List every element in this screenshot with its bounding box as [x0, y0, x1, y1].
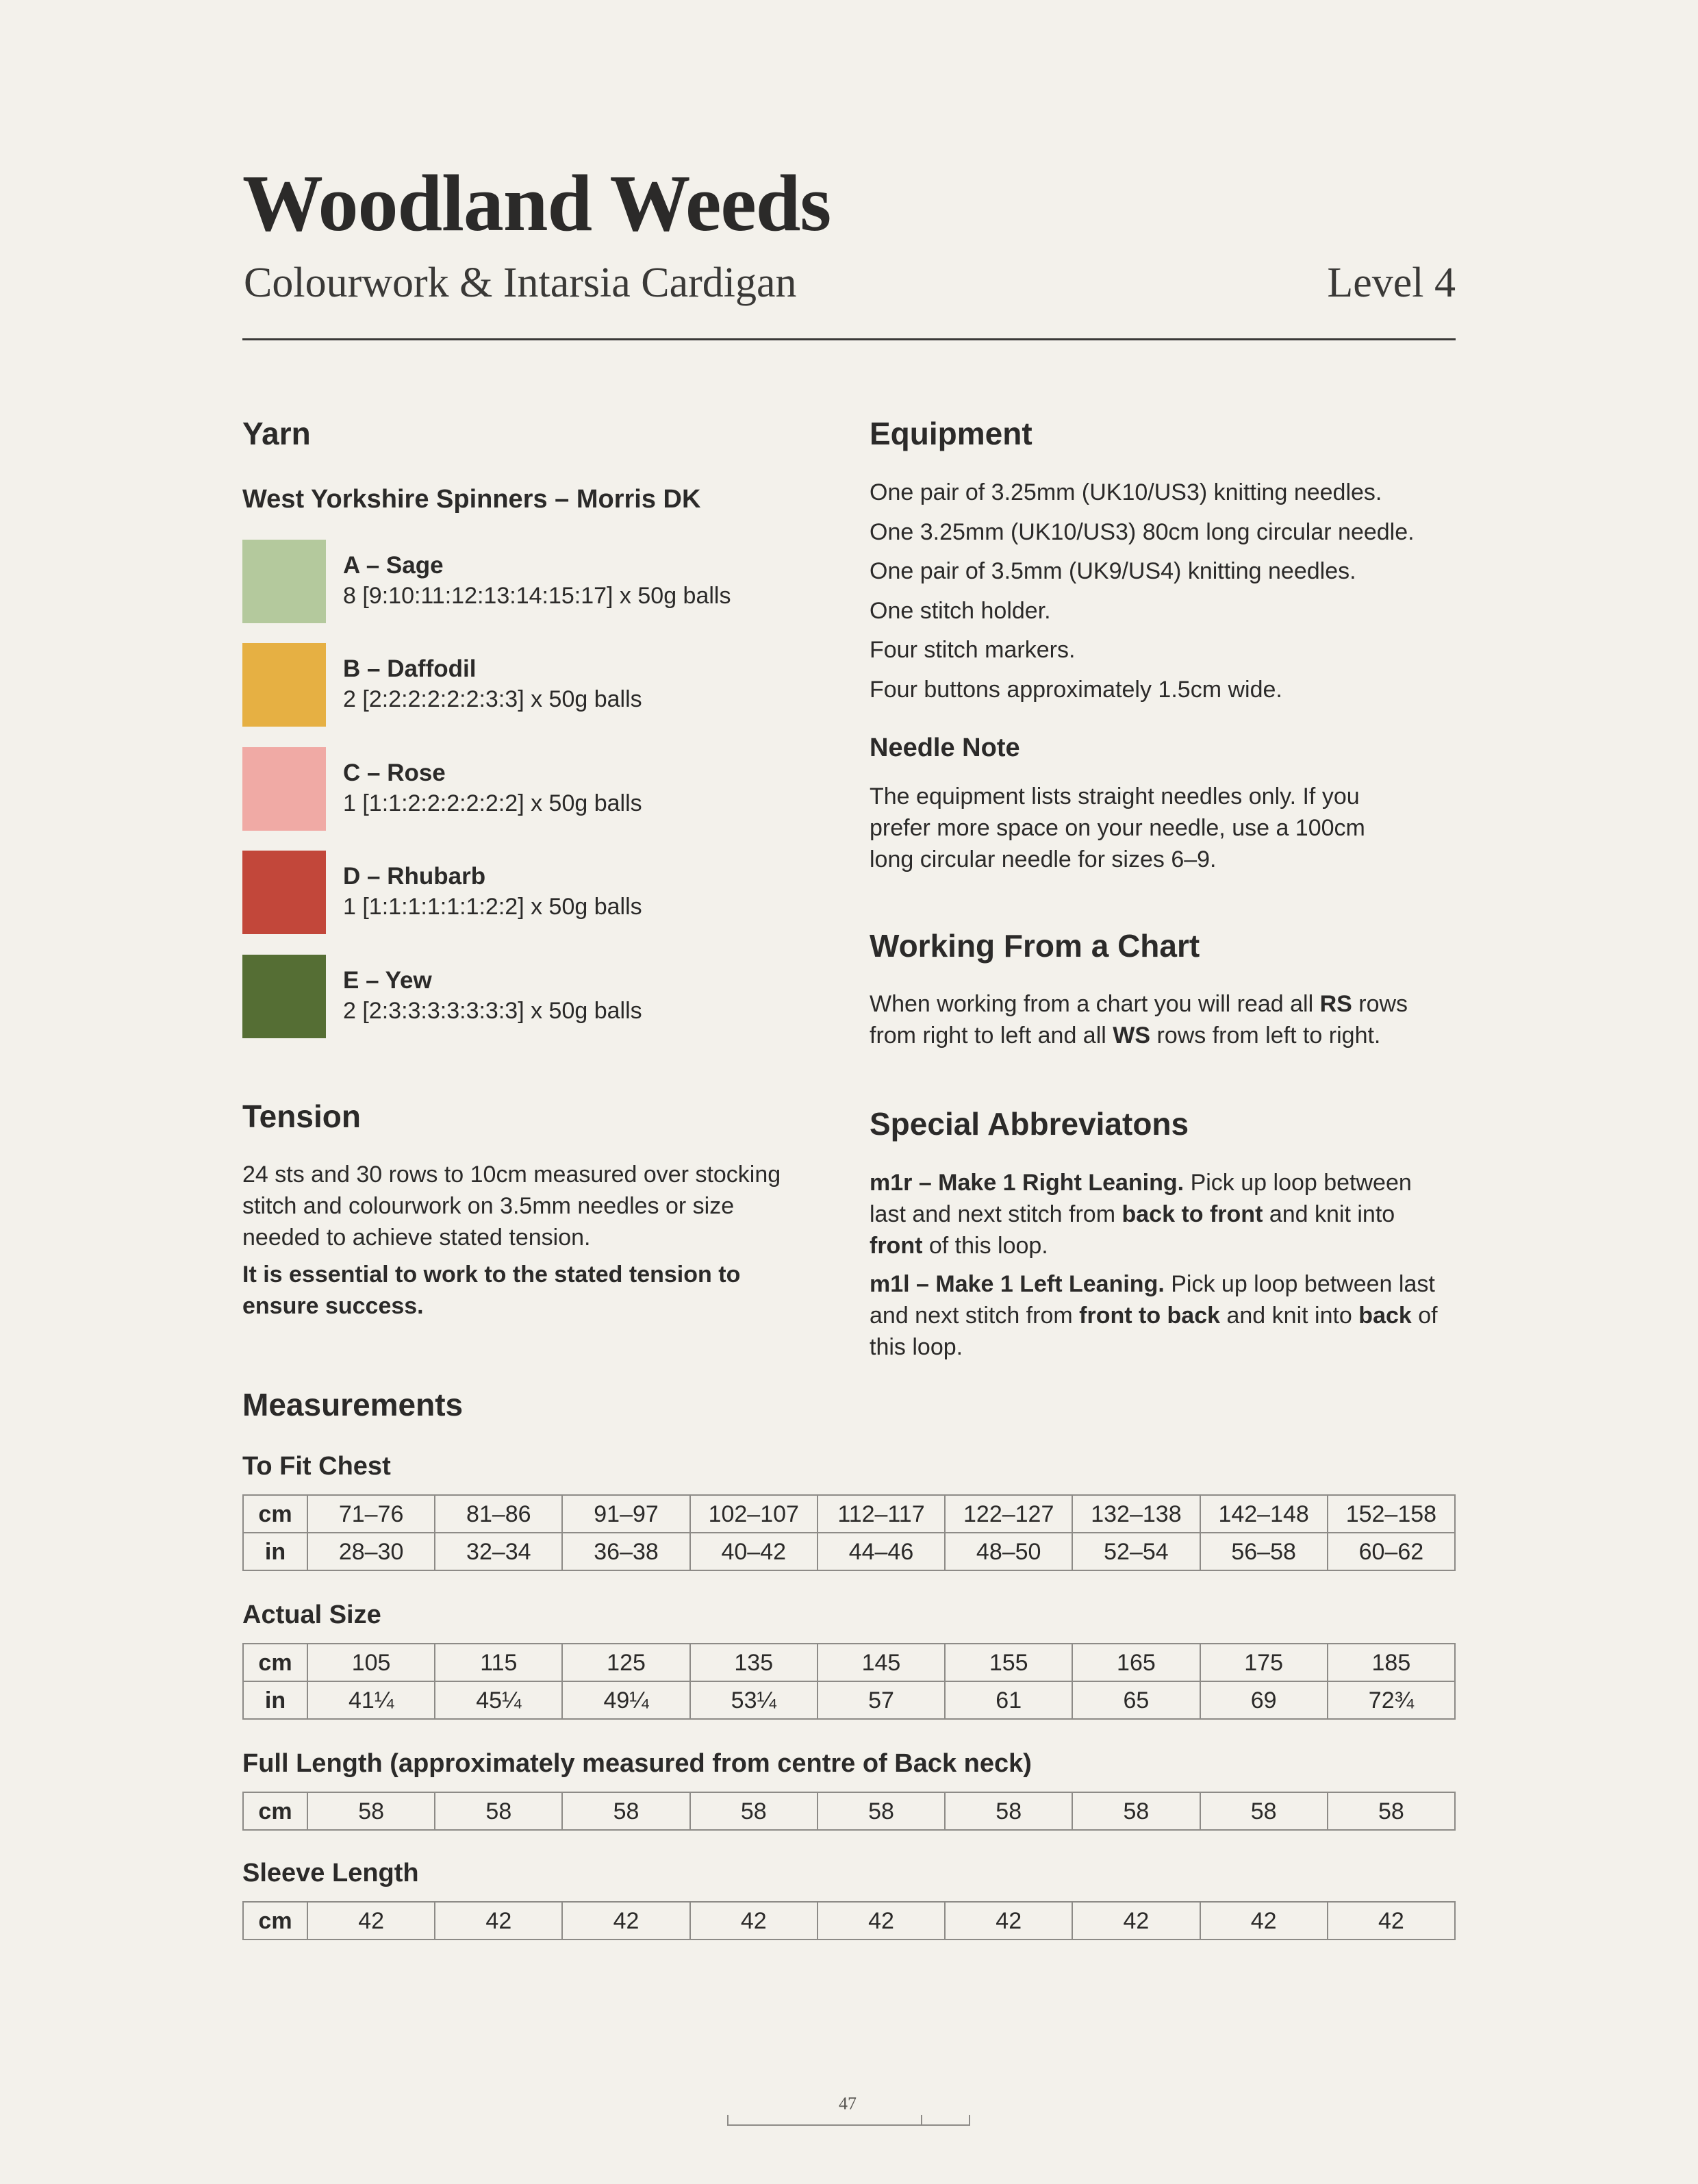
table-cell: 58 [1328, 1792, 1455, 1830]
table-cell: 53¼ [690, 1681, 818, 1719]
abbrev-m1l: m1l – Make 1 Left Leaning. Pick up loop between last and next stitch from front to back and knit into back of this loop. [870, 1271, 1438, 1360]
table-cell: 57 [818, 1681, 945, 1719]
unit-cell: cm [243, 1902, 307, 1940]
yarn-swatch-daffodil [242, 643, 326, 727]
full-length-heading: Full Length (approximately measured from centre of Back neck) [242, 1749, 1032, 1778]
equipment-item: One stitch holder. [870, 598, 1051, 624]
yarn-quantity: 1 [1:1:1:1:1:1:2:2] x 50g balls [343, 894, 642, 920]
table-cell: 122–127 [945, 1495, 1072, 1533]
table-cell: 102–107 [690, 1495, 818, 1533]
equipment-item: One pair of 3.5mm (UK9/US4) knitting needles. [870, 558, 1356, 584]
table-cell: 32–34 [435, 1533, 562, 1570]
table-cell: 91–97 [562, 1495, 689, 1533]
measurements-heading: Measurements [242, 1387, 464, 1422]
table-cell: 165 [1072, 1644, 1200, 1681]
table-cell: 48–50 [945, 1533, 1072, 1570]
table-cell: 42 [818, 1902, 945, 1940]
table-cell: 58 [690, 1792, 818, 1830]
table-cell: 42 [1072, 1902, 1200, 1940]
tension-text: 24 sts and 30 rows to 10cm measured over stocking stitch and colourwork on 3.5mm needles or size needed to achieve stated tension. [242, 1162, 781, 1251]
table-cell: 42 [435, 1902, 562, 1940]
table-cell: 42 [945, 1902, 1072, 1940]
table-cell: 42 [1200, 1902, 1328, 1940]
actual-size-table [242, 1643, 1456, 1720]
table-cell: 56–58 [1200, 1533, 1328, 1570]
table-cell: 112–117 [818, 1495, 945, 1533]
table-cell: 69 [1200, 1681, 1328, 1719]
header-divider [242, 338, 1456, 340]
chest-heading: To Fit Chest [242, 1452, 391, 1481]
chart-heading: Working From a Chart [870, 928, 1200, 964]
sleeve-length-heading: Sleeve Length [242, 1859, 419, 1887]
yarn-swatch-rose [242, 747, 326, 831]
table-cell: 58 [562, 1792, 689, 1830]
table-cell: 40–42 [690, 1533, 818, 1570]
yarn-name: E – Yew [343, 967, 432, 994]
table-cell: 42 [562, 1902, 689, 1940]
unit-cell: in [243, 1681, 307, 1719]
yarn-swatch-sage [242, 540, 326, 623]
equipment-item: One pair of 3.25mm (UK10/US3) knitting needles. [870, 479, 1382, 505]
needle-note-text: The equipment lists straight needles only. If you prefer more space on your needle, use a 100cm long circular needle for sizes 6–9. [870, 783, 1365, 873]
table-cell: 58 [818, 1792, 945, 1830]
table-cell: 145 [818, 1644, 945, 1681]
table-cell: 175 [1200, 1644, 1328, 1681]
actual-size-heading: Actual Size [242, 1601, 381, 1629]
yarn-brand: West Yorkshire Spinners – Morris DK [242, 485, 701, 514]
equipment-heading: Equipment [870, 416, 1032, 451]
yarn-quantity: 8 [9:10:11:12:13:14:15:17] x 50g balls [343, 583, 731, 609]
yarn-quantity: 2 [2:2:2:2:2:2:3:3] x 50g balls [343, 686, 642, 712]
table-cell: 71–76 [307, 1495, 435, 1533]
footer-tick [921, 2115, 922, 2126]
equipment-item: Four stitch markers. [870, 637, 1076, 663]
footer-tick [969, 2115, 970, 2126]
table-cell: 65 [1072, 1681, 1200, 1719]
table-row [243, 1902, 1455, 1940]
table-cell: 52–54 [1072, 1533, 1200, 1570]
table-row [243, 1495, 1455, 1533]
table-cell: 60–62 [1328, 1533, 1455, 1570]
table-cell: 142–148 [1200, 1495, 1328, 1533]
abbreviations-heading: Special Abbreviatons [870, 1106, 1189, 1142]
yarn-swatch-yew [242, 955, 326, 1038]
yarn-swatch-rhubarb [242, 851, 326, 934]
table-cell: 132–138 [1072, 1495, 1200, 1533]
table-row [243, 1681, 1455, 1719]
table-cell: 185 [1328, 1644, 1455, 1681]
table-cell: 125 [562, 1644, 689, 1681]
table-cell: 42 [1328, 1902, 1455, 1940]
sleeve-length-table [242, 1901, 1456, 1940]
yarn-name: A – Sage [343, 552, 444, 579]
equipment-item: Four buttons approximately 1.5cm wide. [870, 677, 1282, 703]
table-cell: 41¼ [307, 1681, 435, 1719]
yarn-quantity: 1 [1:1:2:2:2:2:2:2] x 50g balls [343, 790, 642, 816]
table-cell: 45¼ [435, 1681, 562, 1719]
table-cell: 44–46 [818, 1533, 945, 1570]
table-cell: 28–30 [307, 1533, 435, 1570]
table-cell: 152–158 [1328, 1495, 1455, 1533]
tension-emphasis: It is essential to work to the stated tension to ensure success. [242, 1262, 741, 1319]
unit-cell: in [243, 1533, 307, 1570]
table-cell: 58 [435, 1792, 562, 1830]
table-row [243, 1644, 1455, 1681]
table-cell: 105 [307, 1644, 435, 1681]
needle-note-heading: Needle Note [870, 733, 1020, 762]
table-cell: 36–38 [562, 1533, 689, 1570]
yarn-name: C – Rose [343, 760, 446, 786]
table-cell: 58 [1200, 1792, 1328, 1830]
footer-rule [727, 2124, 970, 2126]
table-cell: 115 [435, 1644, 562, 1681]
difficulty-level: Level 4 [1327, 260, 1456, 306]
page-number: 47 [839, 2094, 857, 2113]
table-cell: 58 [1072, 1792, 1200, 1830]
full-length-table [242, 1792, 1456, 1831]
table-cell: 61 [945, 1681, 1072, 1719]
unit-cell: cm [243, 1495, 307, 1533]
footer-tick [727, 2115, 728, 2126]
tension-heading: Tension [242, 1099, 361, 1134]
yarn-quantity: 2 [2:3:3:3:3:3:3:3] x 50g balls [343, 998, 642, 1024]
unit-cell: cm [243, 1792, 307, 1830]
table-cell: 58 [945, 1792, 1072, 1830]
table-cell: 42 [690, 1902, 818, 1940]
table-row [243, 1533, 1455, 1570]
rs-term: RS [1319, 991, 1352, 1017]
chest-table [242, 1494, 1456, 1571]
yarn-name: D – Rhubarb [343, 863, 486, 890]
pattern-title: Woodland Weeds [242, 158, 831, 248]
table-cell: 81–86 [435, 1495, 562, 1533]
pattern-subtitle: Colourwork & Intarsia Cardigan [244, 260, 797, 306]
abbrev-m1r: m1r – Make 1 Right Leaning. Pick up loop between last and next stitch from back to front and knit into front of this loop. [870, 1170, 1412, 1259]
table-cell: 155 [945, 1644, 1072, 1681]
yarn-heading: Yarn [242, 416, 311, 451]
unit-cell: cm [243, 1644, 307, 1681]
ws-term: WS [1113, 1022, 1151, 1049]
pattern-page [242, 0, 1456, 2184]
equipment-item: One 3.25mm (UK10/US3) 80cm long circular needle. [870, 519, 1415, 545]
table-cell: 42 [307, 1902, 435, 1940]
chart-text: When working from a chart you will read all RS rows from right to left and all WS rows from left to right. [870, 991, 1408, 1049]
table-cell: 72¾ [1328, 1681, 1455, 1719]
table-cell: 49¼ [562, 1681, 689, 1719]
yarn-name: B – Daffodil [343, 655, 477, 682]
table-row [243, 1792, 1455, 1830]
table-cell: 135 [690, 1644, 818, 1681]
table-cell: 58 [307, 1792, 435, 1830]
